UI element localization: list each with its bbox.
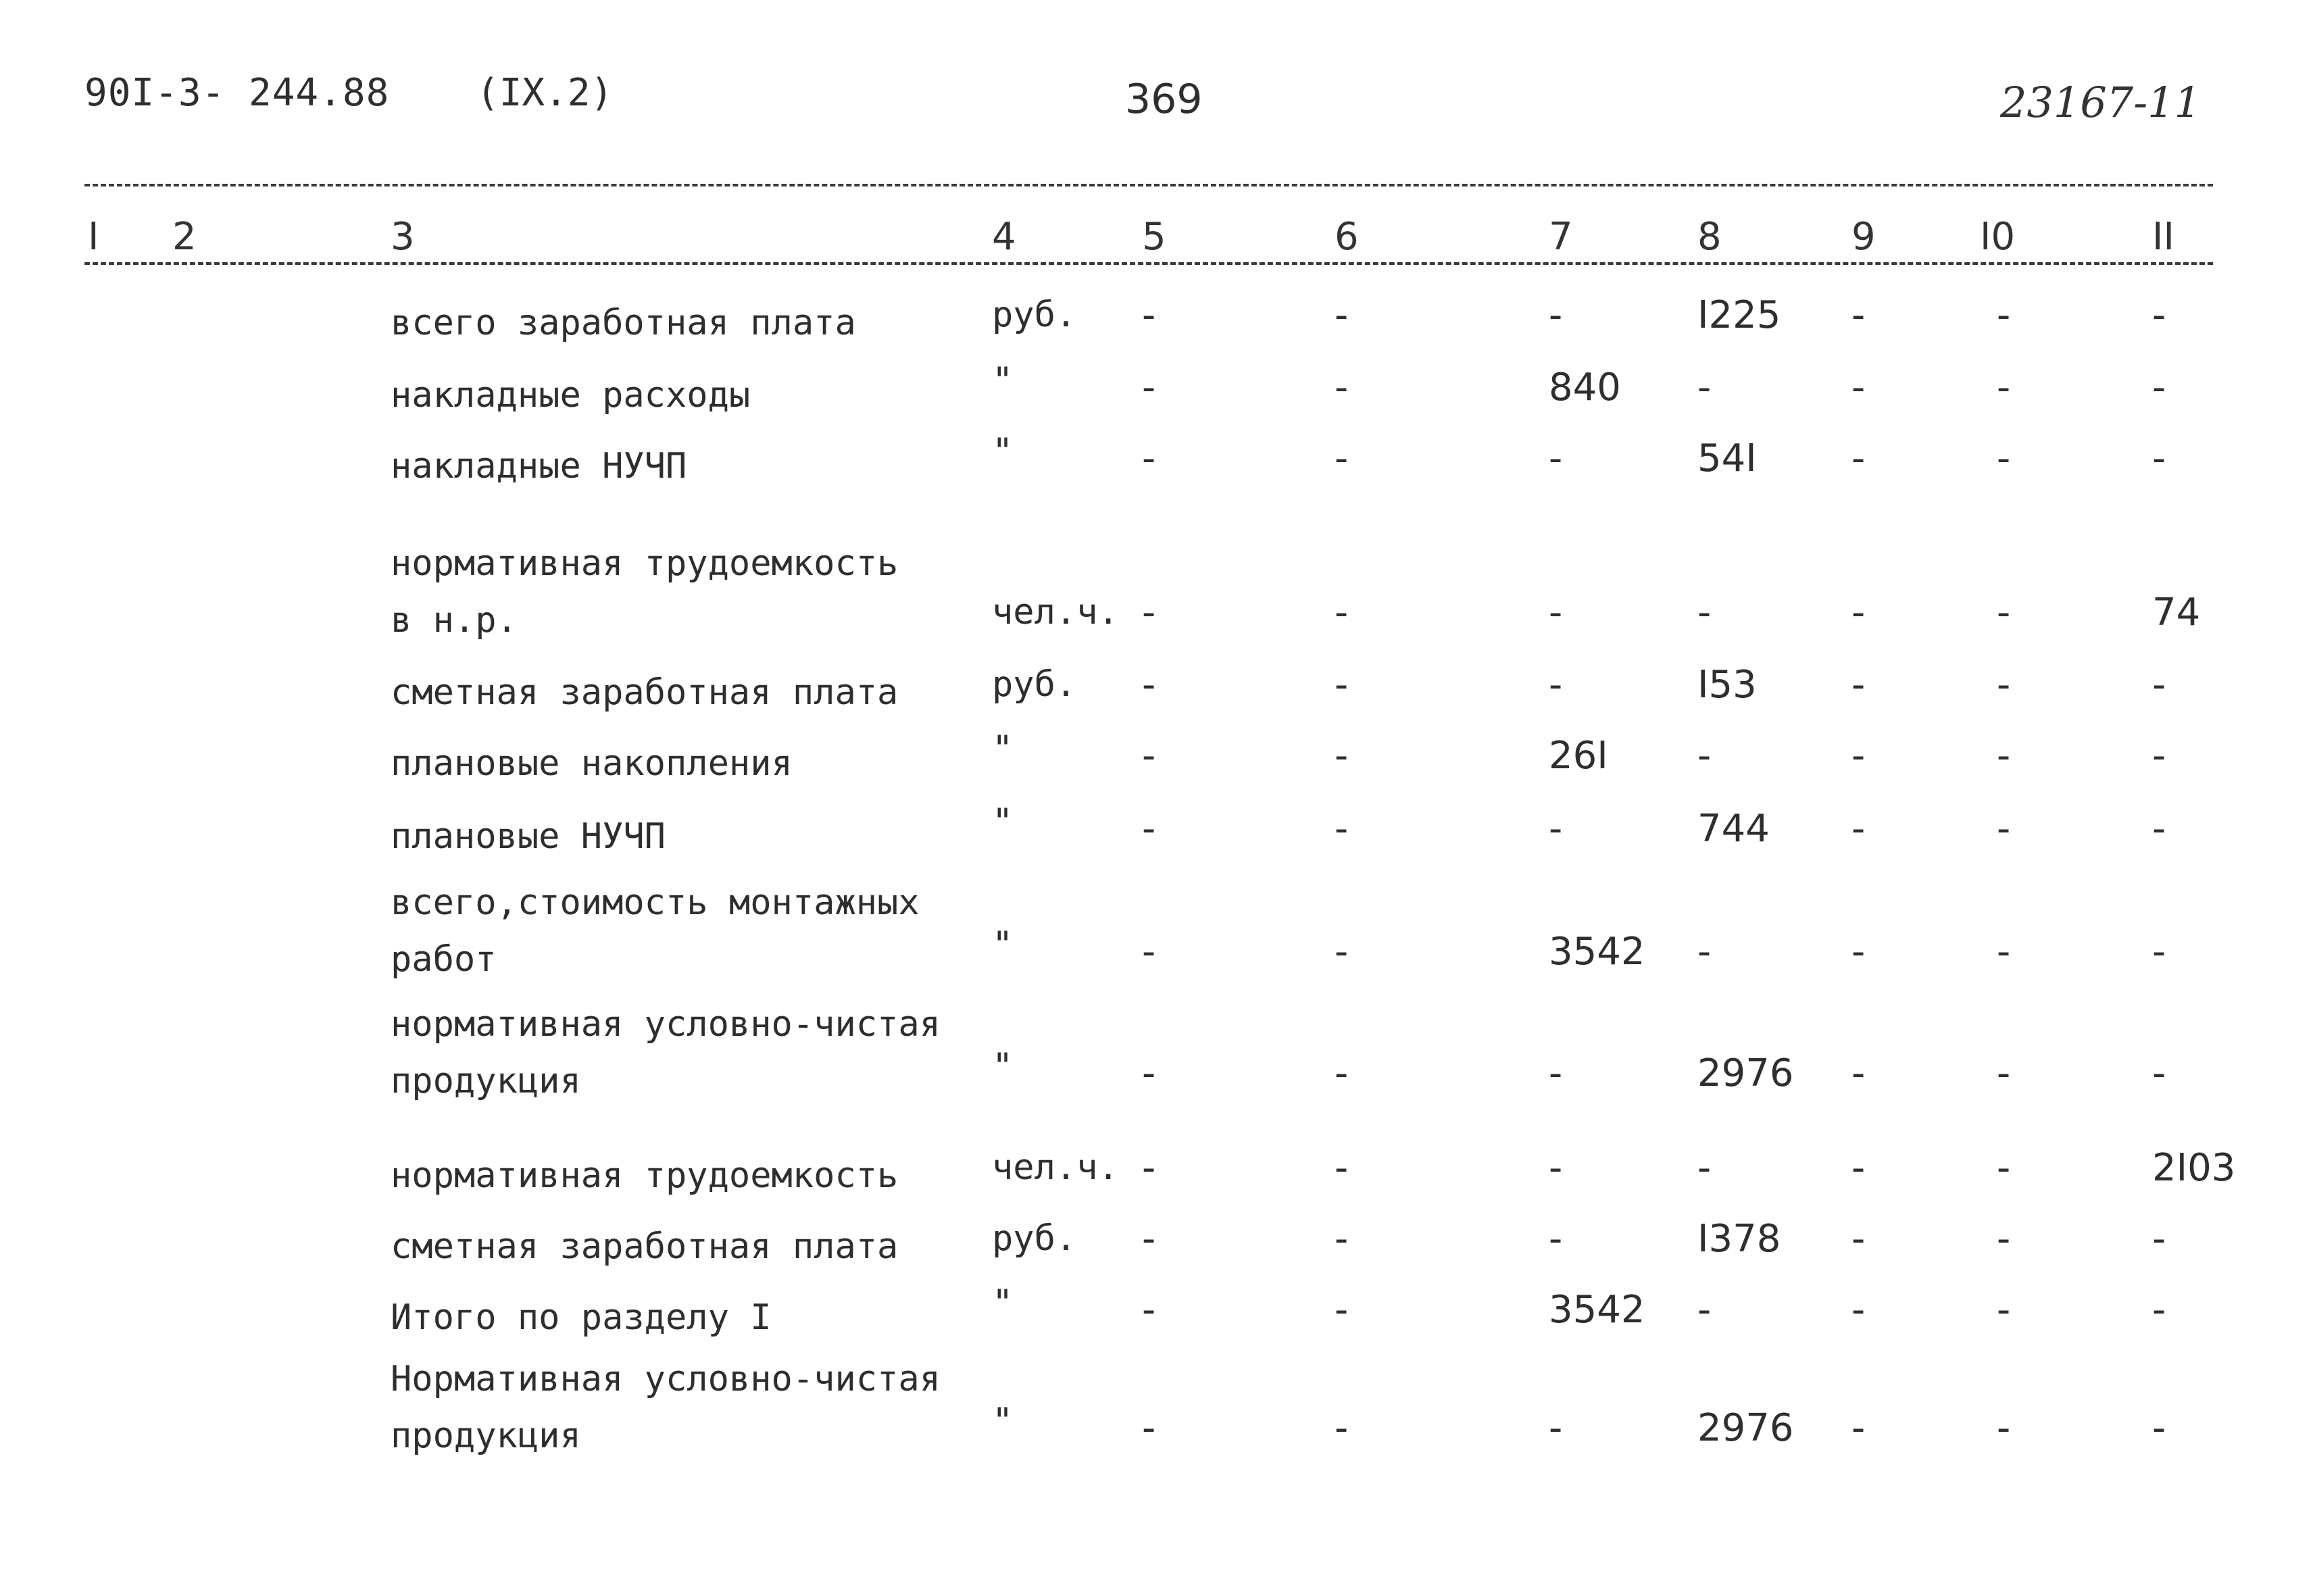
row-unit: руб. bbox=[992, 1218, 1077, 1259]
row-value-c9: - bbox=[1851, 734, 1866, 778]
column-header-1: I bbox=[88, 215, 99, 259]
row-name-line: всего заработная плата bbox=[391, 303, 856, 343]
row-value-c9: - bbox=[1851, 1217, 1866, 1261]
row-value-c5: - bbox=[1142, 930, 1156, 974]
row-name-line: продукция bbox=[391, 1416, 581, 1456]
row-unit: чел.ч. bbox=[992, 1147, 1119, 1188]
row-value-c11: - bbox=[2152, 663, 2166, 707]
row-value-c6: - bbox=[1335, 930, 1349, 974]
row-value-c9: - bbox=[1851, 1406, 1866, 1450]
row-name bbox=[391, 1218, 898, 1275]
row-value-c7: - bbox=[1549, 437, 1563, 480]
row-value-c10: - bbox=[1997, 734, 2011, 778]
column-header-2: 2 bbox=[172, 215, 197, 259]
column-header-10: I0 bbox=[1980, 215, 2016, 259]
row-value-c6: - bbox=[1335, 1217, 1349, 1261]
row-value-c6: - bbox=[1335, 591, 1349, 634]
row-value-c6: - bbox=[1335, 1406, 1349, 1450]
row-value-c9: - bbox=[1851, 591, 1866, 634]
row-name-line: плановые накопления bbox=[391, 743, 793, 784]
column-header-3: 3 bbox=[391, 215, 415, 259]
row-value-c8: I378 bbox=[1697, 1217, 1781, 1261]
row-unit: " bbox=[992, 1282, 1014, 1323]
row-name-line: сметная заработная плата bbox=[391, 672, 899, 713]
row-value-c11: - bbox=[2152, 1051, 2166, 1095]
row-name-line: накладные расходы bbox=[391, 375, 751, 416]
row-value-c11: - bbox=[2152, 734, 2166, 778]
row-value-c5: - bbox=[1142, 663, 1156, 707]
row-name bbox=[391, 664, 898, 721]
row-value-c6: - bbox=[1335, 1146, 1349, 1190]
row-value-c8: 2976 bbox=[1697, 1051, 1794, 1095]
row-name bbox=[391, 438, 687, 495]
row-name-line: нормативная трудоемкость bbox=[391, 543, 899, 584]
row-value-c10: - bbox=[1997, 663, 2011, 707]
row-name bbox=[391, 535, 898, 649]
row-value-c7: - bbox=[1549, 1146, 1563, 1190]
row-value-c9: - bbox=[1851, 293, 1866, 337]
row-value-c10: - bbox=[1997, 1217, 2011, 1261]
row-name bbox=[391, 1147, 898, 1204]
row-value-c8: - bbox=[1697, 930, 1712, 974]
row-unit: руб. bbox=[992, 295, 1077, 335]
row-name bbox=[391, 874, 920, 988]
row-unit: " bbox=[992, 360, 1014, 401]
row-value-c8: I225 bbox=[1697, 293, 1781, 337]
row-value-c11: - bbox=[2152, 293, 2166, 337]
row-value-c6: - bbox=[1335, 663, 1349, 707]
row-value-c5: - bbox=[1142, 1146, 1156, 1190]
column-header-6: 6 bbox=[1335, 215, 1359, 259]
row-name-line: сметная заработная плата bbox=[391, 1226, 899, 1267]
row-value-c8: 54I bbox=[1697, 437, 1757, 480]
row-value-c6: - bbox=[1335, 293, 1349, 337]
row-name-line: нормативная условно-чистая bbox=[391, 1004, 941, 1045]
row-value-c9: - bbox=[1851, 1051, 1866, 1095]
row-value-c5: - bbox=[1142, 1051, 1156, 1095]
row-value-c5: - bbox=[1142, 437, 1156, 480]
row-value-c10: - bbox=[1997, 1146, 2011, 1190]
row-unit: " bbox=[992, 1401, 1014, 1441]
row-unit: " bbox=[992, 924, 1014, 965]
row-value-c10: - bbox=[1997, 591, 2011, 634]
row-value-c8: - bbox=[1697, 366, 1712, 409]
document-section: (IX.2) bbox=[476, 71, 614, 115]
row-value-c8: - bbox=[1697, 734, 1712, 778]
row-value-c8: - bbox=[1697, 1288, 1712, 1332]
row-value-c8: - bbox=[1697, 591, 1712, 634]
row-name-line: плановые НУЧП bbox=[391, 816, 666, 857]
row-value-c5: - bbox=[1142, 1406, 1156, 1450]
column-header-7: 7 bbox=[1549, 215, 1573, 259]
row-value-c8: 744 bbox=[1697, 807, 1770, 851]
row-value-c6: - bbox=[1335, 437, 1349, 480]
row-value-c7: 3542 bbox=[1549, 1288, 1645, 1332]
row-name-line: работ bbox=[391, 939, 497, 980]
row-value-c11: - bbox=[2152, 807, 2166, 851]
row-value-c5: - bbox=[1142, 293, 1156, 337]
row-value-c6: - bbox=[1335, 1288, 1349, 1332]
column-header-8: 8 bbox=[1697, 215, 1722, 259]
row-value-c7: - bbox=[1549, 293, 1563, 337]
sheet-code-handwritten: 23167-11 bbox=[2000, 78, 2201, 127]
row-value-c10: - bbox=[1997, 293, 2011, 337]
row-value-c11: - bbox=[2152, 437, 2166, 480]
row-value-c6: - bbox=[1335, 366, 1349, 409]
row-name-line: накладные НУЧП bbox=[391, 446, 687, 487]
row-value-c7: 3542 bbox=[1549, 930, 1645, 974]
row-name bbox=[391, 295, 856, 351]
row-name-line: в н.р. bbox=[391, 600, 518, 641]
row-unit: " bbox=[992, 728, 1014, 769]
row-value-c9: - bbox=[1851, 1288, 1866, 1332]
row-name-line: нормативная трудоемкость bbox=[391, 1155, 899, 1196]
column-header-5: 5 bbox=[1142, 215, 1166, 259]
row-value-c7: 840 bbox=[1549, 366, 1621, 409]
row-value-c10: - bbox=[1997, 1406, 2011, 1450]
row-value-c10: - bbox=[1997, 1051, 2011, 1095]
row-value-c5: - bbox=[1142, 591, 1156, 634]
row-value-c7: 26I bbox=[1549, 734, 1608, 778]
row-name bbox=[391, 1351, 941, 1464]
row-value-c5: - bbox=[1142, 366, 1156, 409]
row-name-line: продукция bbox=[391, 1061, 581, 1101]
row-value-c8: I53 bbox=[1697, 663, 1757, 707]
row-unit: " bbox=[992, 1046, 1014, 1087]
row-value-c11: - bbox=[2152, 366, 2166, 409]
row-value-c11: - bbox=[2152, 1288, 2166, 1332]
row-name bbox=[391, 996, 941, 1109]
row-value-c7: - bbox=[1549, 1051, 1563, 1095]
column-header-11: II bbox=[2152, 215, 2175, 259]
row-name bbox=[391, 808, 666, 865]
row-name bbox=[391, 735, 793, 792]
row-value-c6: - bbox=[1335, 1051, 1349, 1095]
column-header-4: 4 bbox=[992, 215, 1016, 259]
row-value-c5: - bbox=[1142, 1288, 1156, 1332]
row-value-c7: - bbox=[1549, 1406, 1563, 1450]
row-value-c10: - bbox=[1997, 437, 2011, 480]
page-number: 369 bbox=[1125, 76, 1203, 123]
row-value-c9: - bbox=[1851, 930, 1866, 974]
document-code: 90I-3- 244.88 bbox=[84, 71, 390, 115]
row-value-c6: - bbox=[1335, 734, 1349, 778]
row-value-c11: 2I03 bbox=[2152, 1146, 2236, 1190]
row-value-c10: - bbox=[1997, 1288, 2011, 1332]
row-value-c11: - bbox=[2152, 1217, 2166, 1261]
row-value-c7: - bbox=[1549, 1217, 1563, 1261]
row-unit: " bbox=[992, 431, 1014, 472]
row-value-c7: - bbox=[1549, 591, 1563, 634]
row-value-c9: - bbox=[1851, 663, 1866, 707]
row-value-c7: - bbox=[1549, 807, 1563, 851]
row-unit: " bbox=[992, 801, 1014, 842]
row-value-c5: - bbox=[1142, 1217, 1156, 1261]
row-value-c10: - bbox=[1997, 366, 2011, 409]
row-value-c6: - bbox=[1335, 807, 1349, 851]
row-unit: чел.ч. bbox=[992, 592, 1119, 632]
row-value-c9: - bbox=[1851, 366, 1866, 409]
column-header-9: 9 bbox=[1851, 215, 1876, 259]
row-name-line: всего,стоимость монтажных bbox=[391, 882, 920, 923]
row-unit: руб. bbox=[992, 664, 1077, 705]
row-value-c5: - bbox=[1142, 734, 1156, 778]
row-value-c7: - bbox=[1549, 663, 1563, 707]
row-value-c11: 74 bbox=[2152, 591, 2201, 634]
row-name-line: Нормативная условно-чистая bbox=[391, 1359, 941, 1399]
row-value-c10: - bbox=[1997, 930, 2011, 974]
row-value-c11: - bbox=[2152, 930, 2166, 974]
row-name-line: Итого по разделу I bbox=[391, 1297, 772, 1338]
row-value-c8: - bbox=[1697, 1146, 1712, 1190]
row-name bbox=[391, 1289, 772, 1346]
row-value-c8: 2976 bbox=[1697, 1406, 1794, 1450]
row-value-c9: - bbox=[1851, 807, 1866, 851]
row-value-c9: - bbox=[1851, 1146, 1866, 1190]
row-value-c5: - bbox=[1142, 807, 1156, 851]
row-value-c11: - bbox=[2152, 1406, 2166, 1450]
row-value-c9: - bbox=[1851, 437, 1866, 480]
row-name bbox=[391, 367, 750, 424]
row-value-c10: - bbox=[1997, 807, 2011, 851]
